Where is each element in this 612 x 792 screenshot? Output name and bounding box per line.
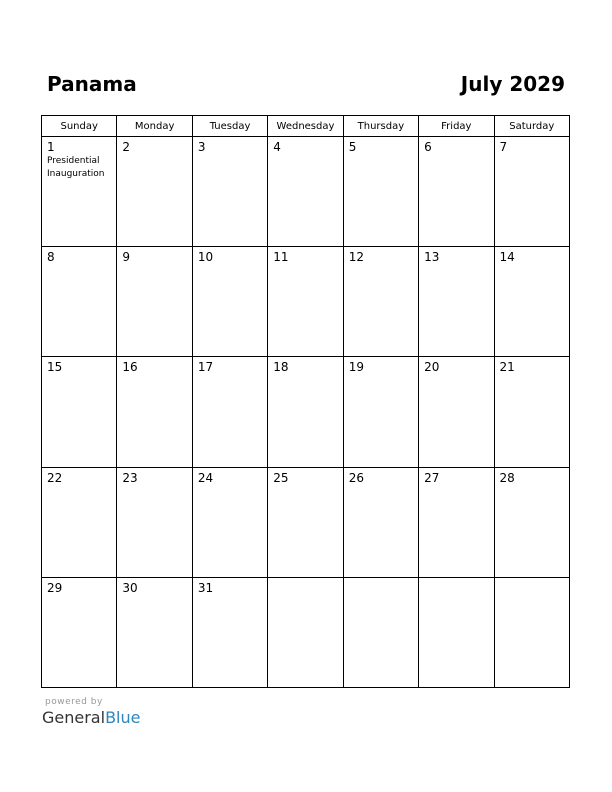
day-cell (419, 467, 494, 577)
month-year-title: July 2029 (460, 72, 565, 96)
day-number: 4 (273, 140, 281, 154)
day-cell (494, 247, 569, 357)
empty-day-cell (343, 577, 418, 687)
day-cell (42, 137, 117, 247)
week-row (42, 357, 570, 467)
day-number: 31 (197, 580, 214, 595)
weekday-header: Monday (117, 116, 192, 137)
day-number: 16 (122, 360, 138, 375)
weekday-header: Saturday (494, 116, 569, 137)
day-cell (42, 247, 117, 357)
day-cell (343, 357, 418, 467)
day-number: 28 (499, 470, 515, 485)
day-number: 11 (273, 250, 289, 265)
day-cell (343, 137, 418, 247)
weekday-header: Friday (419, 116, 494, 137)
day-number: 5 (348, 140, 357, 154)
day-cell (117, 467, 192, 577)
day-number (495, 578, 569, 581)
day-cell (117, 357, 192, 467)
day-cell (419, 137, 494, 247)
day-number: 19 (348, 360, 364, 375)
brand-name-part2: Blue (105, 708, 141, 727)
empty-day-cell (419, 577, 494, 687)
weekday-header: Sunday (42, 116, 117, 137)
day-number (344, 578, 418, 581)
day-number: 6 (424, 140, 432, 154)
empty-day-cell (494, 577, 569, 687)
day-number: 22 (47, 470, 63, 485)
day-cell (42, 357, 117, 467)
weekday-header-row (42, 116, 570, 137)
day-cell (192, 577, 267, 687)
day-number: 9 (122, 250, 131, 265)
day-number: 18 (273, 360, 289, 375)
day-number: 23 (122, 470, 138, 485)
day-number: 8 (47, 250, 55, 265)
day-cell (192, 247, 267, 357)
day-cell (117, 137, 192, 247)
day-number: 12 (348, 250, 364, 265)
holiday-event: Presidential Inauguration (47, 156, 105, 179)
day-cell (494, 357, 569, 467)
powered-by-label: powered by (45, 697, 103, 707)
week-row (42, 247, 570, 357)
week-row (42, 467, 570, 577)
day-number: 14 (499, 250, 515, 265)
day-number: 20 (424, 360, 440, 375)
day-number: 1 (47, 140, 55, 154)
day-cell (343, 467, 418, 577)
week-row (42, 577, 570, 687)
day-number: 17 (197, 360, 214, 375)
day-cell (268, 467, 343, 577)
day-cell (494, 137, 569, 247)
day-number (419, 578, 493, 581)
day-number: 7 (499, 140, 508, 154)
day-cell (268, 137, 343, 247)
day-cell (343, 247, 418, 357)
day-number (268, 578, 342, 581)
calendar-grid (41, 115, 570, 688)
day-number: 3 (197, 140, 206, 154)
day-cell (42, 467, 117, 577)
day-number: 25 (273, 470, 289, 485)
day-cell (192, 467, 267, 577)
brand-name-part1: General (42, 708, 106, 727)
weekday-header: Wednesday (268, 116, 343, 137)
day-number: 15 (47, 360, 63, 375)
day-number: 10 (197, 250, 214, 265)
day-cell (268, 357, 343, 467)
day-cell (192, 137, 267, 247)
day-number: 29 (47, 580, 63, 595)
day-number: 26 (348, 470, 364, 485)
day-cell (494, 467, 569, 577)
day-number: 13 (424, 250, 440, 265)
day-cell (117, 577, 192, 687)
day-number: 24 (197, 470, 214, 485)
day-cell (117, 247, 192, 357)
day-cell (42, 577, 117, 687)
day-cell (419, 357, 494, 467)
country-title: Panama (47, 72, 137, 96)
day-number: 27 (424, 470, 440, 485)
empty-day-cell (268, 577, 343, 687)
day-number: 30 (122, 580, 138, 595)
day-number: 2 (122, 140, 131, 154)
weekday-header: Tuesday (192, 116, 267, 137)
day-cell (192, 357, 267, 467)
generalblue-logo[interactable] (42, 708, 140, 728)
day-cell (419, 247, 494, 357)
weekday-header: Thursday (343, 116, 418, 137)
week-row (42, 137, 570, 247)
day-cell (268, 247, 343, 357)
day-number: 21 (499, 360, 515, 375)
